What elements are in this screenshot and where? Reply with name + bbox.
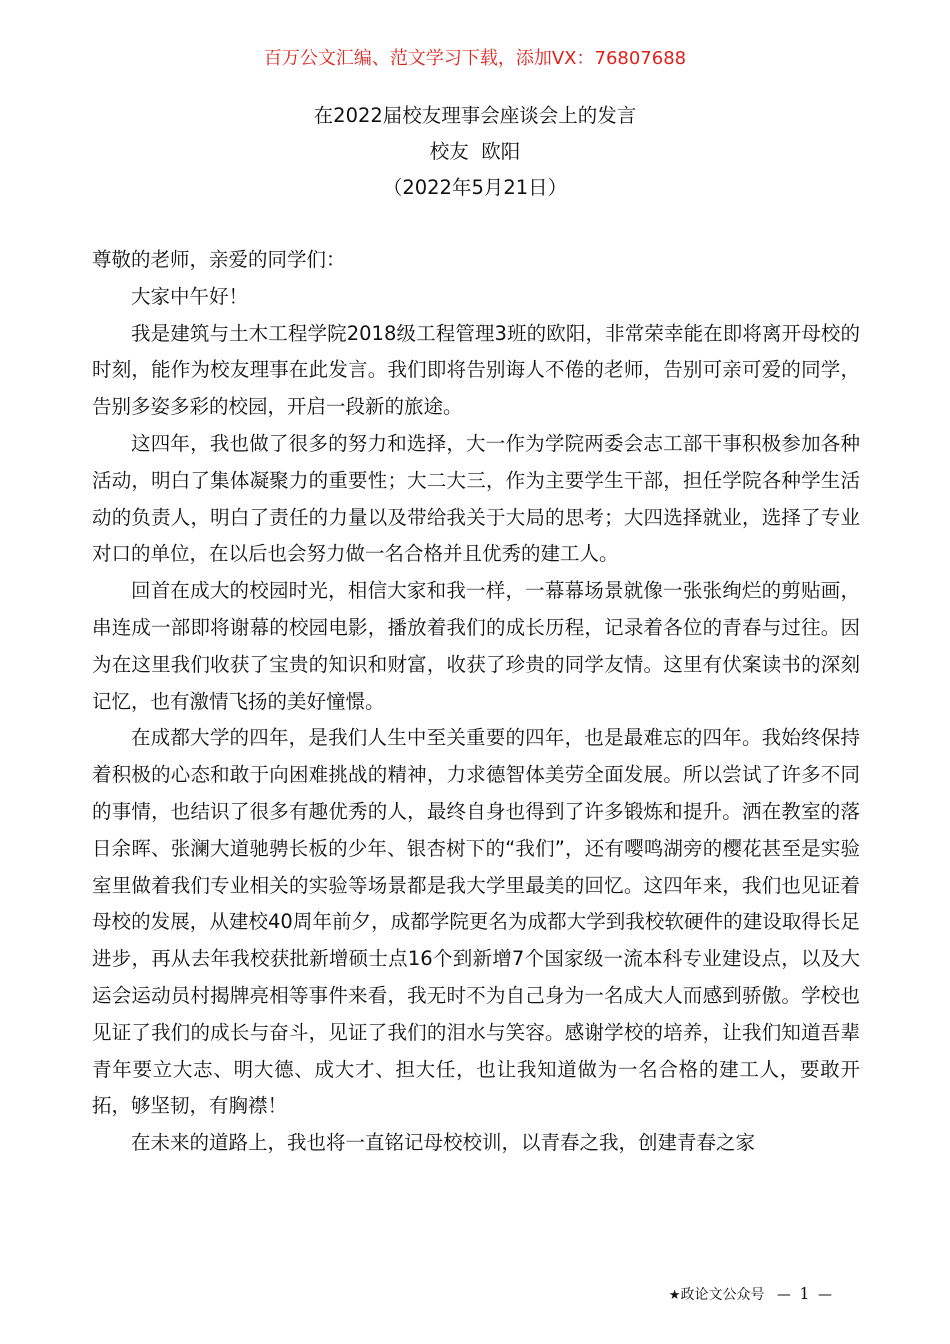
greeting: 大家中午好！ [131, 284, 249, 308]
footer-dash-right: — [818, 1287, 832, 1303]
body-paragraph: 我是建筑与土木工程学院2018级工程管理3班的欧阳，非常荣幸能在即将离开母校的时刻，能作为校友理事在此发言。我们即将告别诲人不倦的老师，告别可亲可爱的同学，告别多姿多彩的校园，开启一段新的旅途。 [92, 321, 860, 419]
document-body [92, 242, 860, 1162]
body-paragraph: 在未来的道路上，我也将一直铭记母校校训，以青春之我，创建青春之家 [131, 1131, 756, 1155]
document-title: 在2022届校友理事会座谈会上的发言 [313, 104, 637, 127]
body-paragraph: 回首在成大的校园时光，相信大家和我一样，一幕幕场景就像一张张绚烂的剪贴画，串连成一部即将谢幕的校园电影，播放着我们的成长历程，记录着各位的青春与过往。因为在这里我们收获了宝贵的知识和财富，收获了珍贵的同学友情。这里有伏案读书的深刻记忆，也有激情飞扬的美好憧憬。 [92, 579, 860, 713]
page-number: 1 [799, 1284, 810, 1303]
watermark-banner: 百万公文汇编、范文学习下载，添加VX：76807688 [263, 48, 687, 69]
document-date: （2022年5月21日） [382, 176, 568, 199]
footer-dash-left: — [776, 1287, 791, 1303]
salutation: 尊敬的老师，亲爱的同学们： [92, 248, 346, 271]
footer-source: 政论文公众号 [680, 1287, 765, 1303]
star-icon: ★ [668, 1288, 681, 1303]
document-author: 校友 欧阳 [429, 140, 521, 163]
document-header [0, 98, 950, 206]
body-paragraph: 在成都大学的四年，是我们人生中至关重要的四年，也是最难忘的四年。我始终保持着积极的心态和敢于向困难挑战的精神，力求德智体美劳全面发展。所以尝试了许多不同的事情，也结识了很多有趣优秀的人，最终自身也得到了许多锻炼和提升。洒在教室的落日余晖、张澜大道驰骋长板的少年、银杏树下的“我们”，还有嘤鸣湖旁的樱花甚至是实验室里做着我们专业相关的实验等场景都是我大学里最美的回忆。这四年来，我们也见证着母校的发展，从建校40周年前夕，成都学院更名为成都大学到我校软硬件的建设取得长足进步，再从去年我校获批新增硕士点16个到新增7个国家级一流本科专业建设点，以及大运会运动员村揭牌亮相等事件来看，我无时不为自己身为一名成大人而感到骄傲。学校也见证了我们的成长与奋斗，见证了我们的泪水与笑容。感谢学校的培养，让我们知道吾辈青年要立大志、明大德、成大才、担大任，也让我知道做为一名合格的建工人，要敢开拓，够坚韧，有胸襟！ [92, 726, 860, 1118]
body-paragraph: 这四年，我也做了很多的努力和选择，大一作为学院两委会志工部干事积极参加各种活动，明白了集体凝聚力的重要性；大二大三，作为主要学生干部，担任学院各种学生活动的负责人，明白了责任的力量以及带给我关于大局的思考；大四选择就业，选择了专业对口的单位，在以后也会努力做一名合格并且优秀的建工人。 [92, 431, 860, 566]
page-footer [669, 1284, 832, 1306]
